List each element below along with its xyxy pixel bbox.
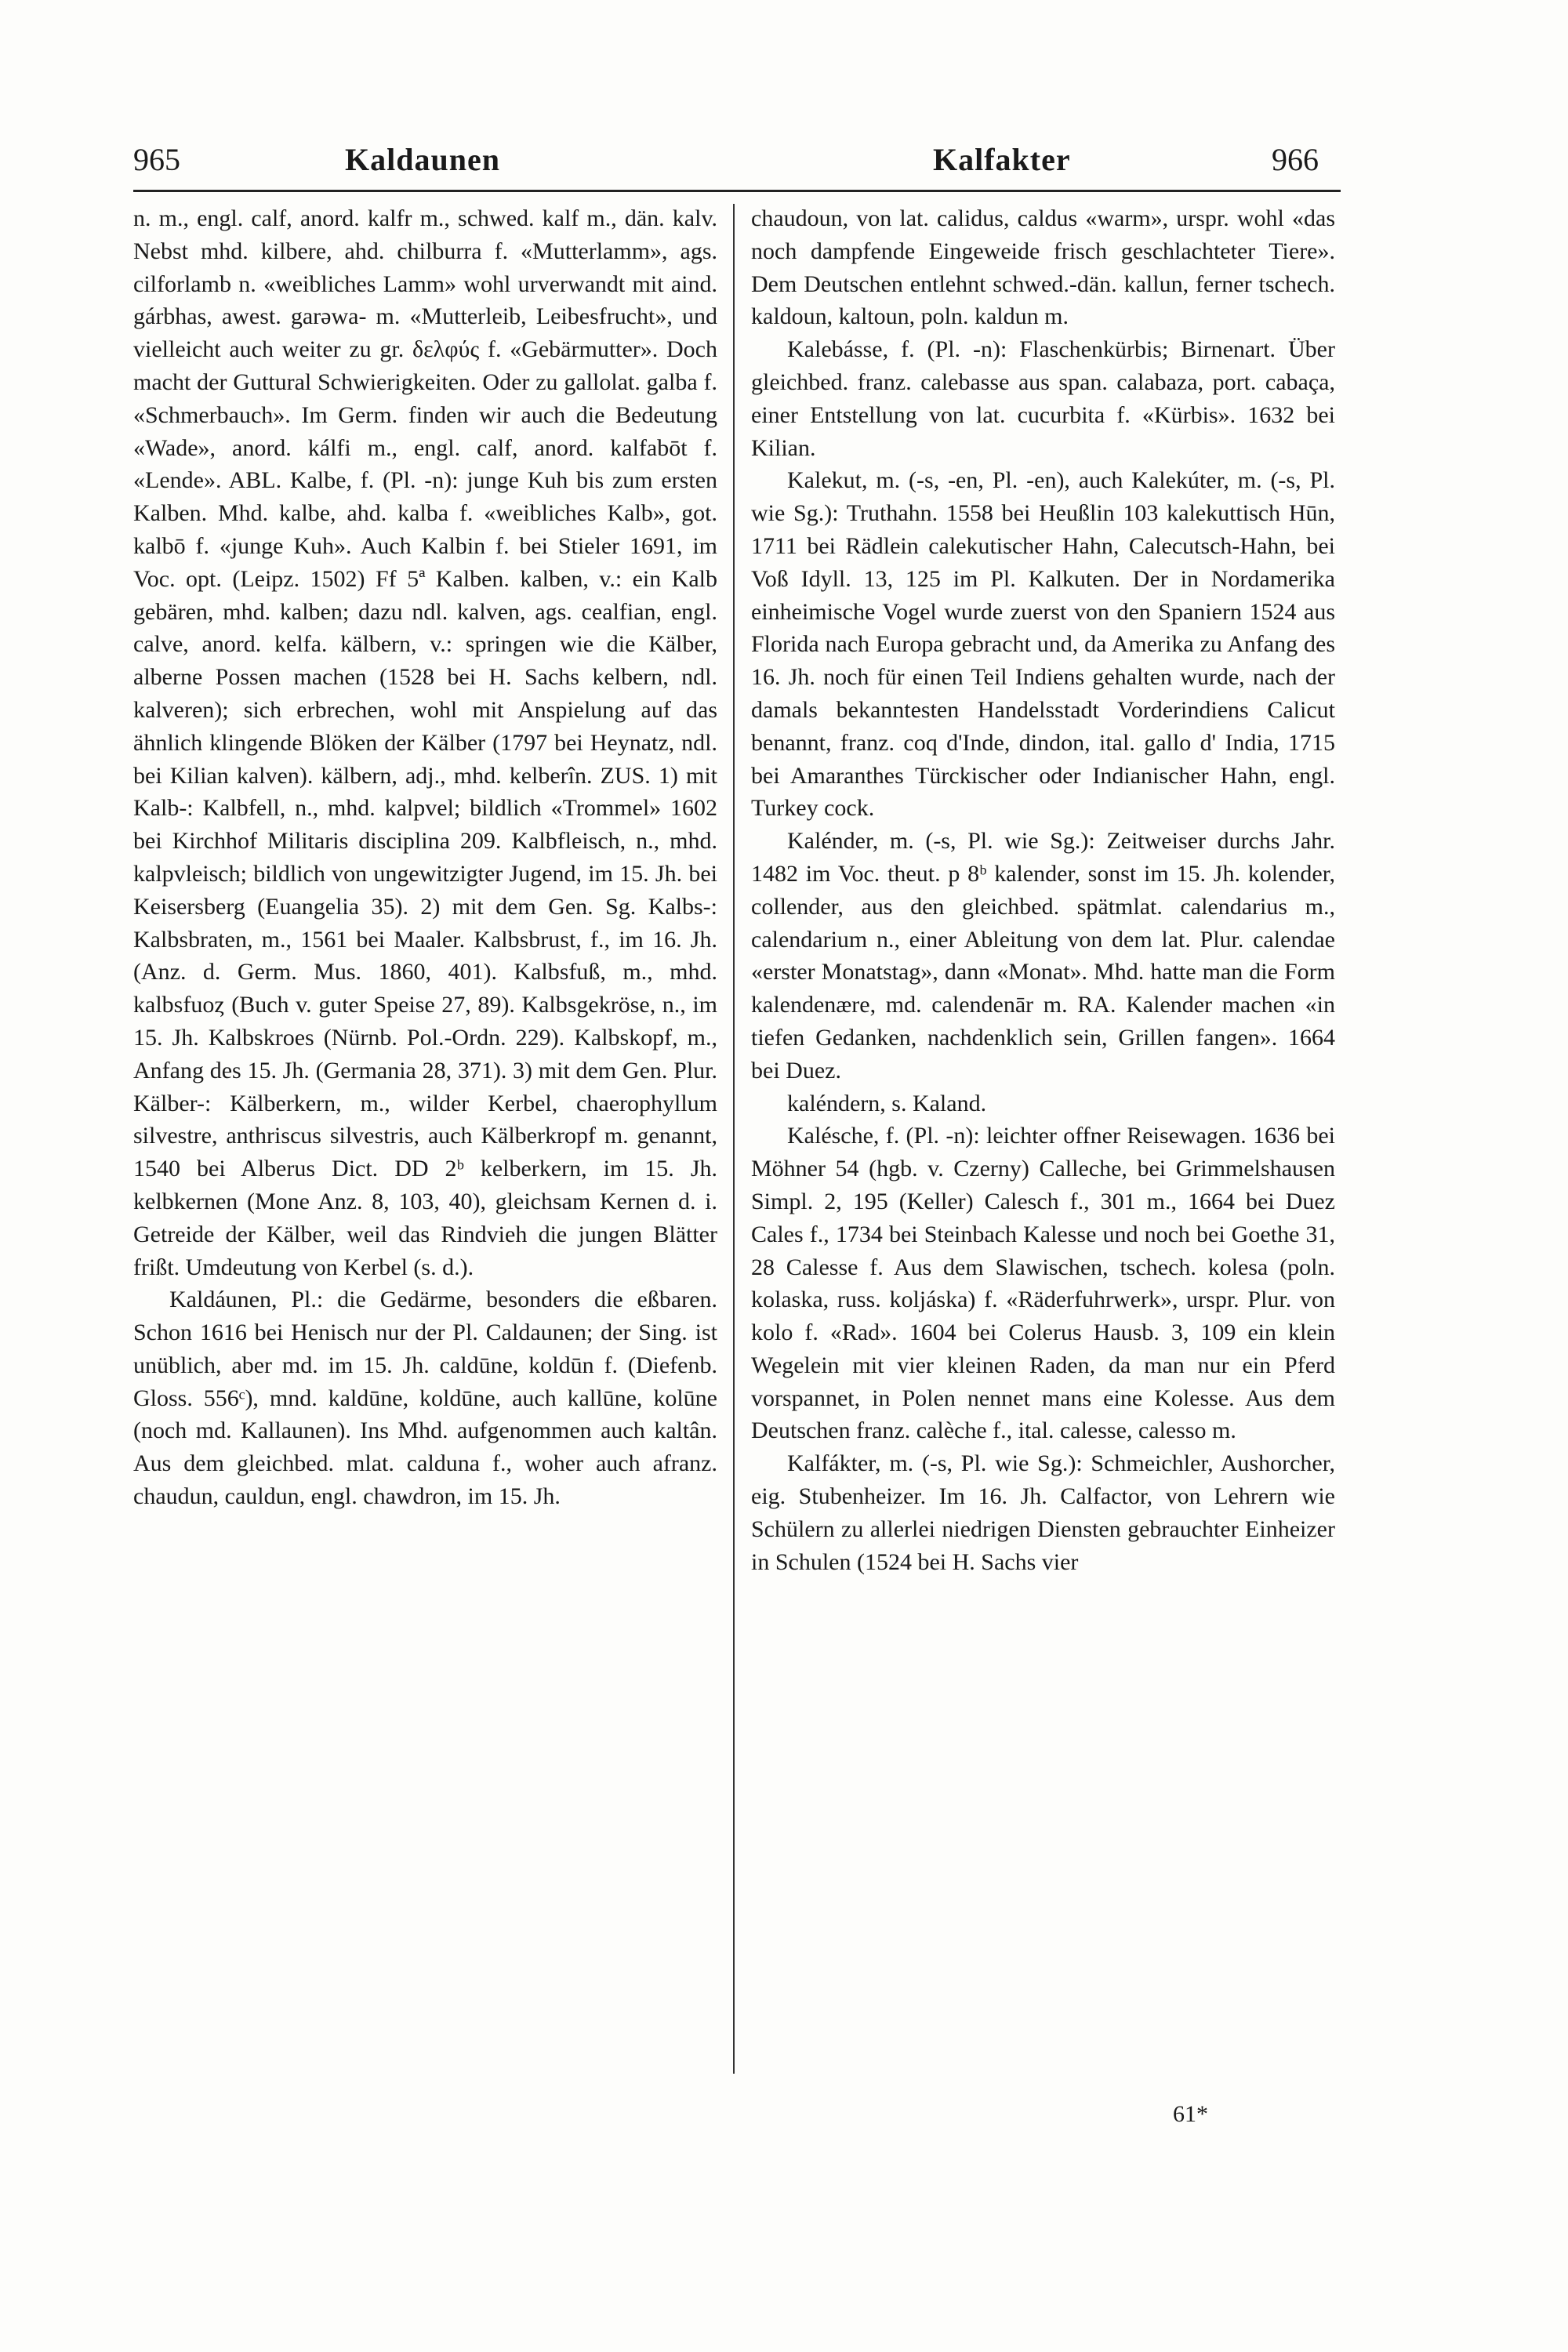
entry-kalesche: Kalésche, f. (Pl. -n): leichter offner Reisewagen. 1636 bei Möhner 54 (hgb. v. Czerny) Calleche, bei Grimmelshausen Simpl. 2, 195 (Keller) Calesch f., 301 m., 1664 bei Duez Cales f., 1734 bei Steinbach Kalesse und noch bei Goethe 31, 28 Calesse f. Aus dem Slawischen, tschech. kolesa (poln. kolaska, russ. koljáska) f. «Räderfuhrwerk», urspr. Plur. von kolo f. «Rad». 1604 bei Colerus Hausb. 3, 109 ein klein Wegelein mit vier kleinen Raden, da man nur ein Pferd vorspannet, in Polen nennet mans eine Kolesse. Aus dem Deutschen franz. calèche f., ital. calesse, calesso m. xyxy=(751,1123,1335,1444)
running-head-right: Kalfakter xyxy=(933,142,1071,177)
column-left xyxy=(133,202,717,2084)
column-divider xyxy=(733,204,735,2074)
column-right xyxy=(751,202,1335,2084)
entry-paragraph: n. m., engl. calf, anord. kalfr m., schwed. kalf m., dän. kalv. Nebst mhd. kilbere, ahd. chilburra f. «Mutterlamm», ags. cilforlamb n. «weibliches Lamm» wohl urverwandt mit aind. gárbhas, awest. garəwa- m. «Mutterleib, Leibesfrucht», und vielleicht auch weiter zu gr. δελφύς f. «Gebärmutter». Doch macht der Guttural Schwierigkeiten. Oder zu gallolat. galba f. «Schmerbauch». Im Germ. finden wir auch die Bedeutung «Wade», anord. kálfi m., engl. calf, anord. kalfabōt f. «Lende». ABL. Kalbe, f. (Pl. -n): junge Kuh bis zum ersten Kalben. Mhd. kalbe, ahd. kalba f. «weibliches Kalb», got. kalbō f. «junge Kuh». Auch Kalbin f. bei Stieler 1691, im Voc. opt. (Leipz. 1502) Ff 5ª Kalben. kalben, v.: ein Kalb gebären, mhd. kalben; dazu ndl. kalven, ags. cealfian, engl. calve, anord. kelfa. kälbern, v.: springen wie die Kälber, alberne Possen machen (1528 bei H. Sachs kelbern, ndl. kalveren); sich erbrechen, wohl mit Anspielung auf das ähnlich klingende Blöken der Kälber (1797 bei Heynatz, ndl. bei Kilian kalven). kälbern, adj., mhd. kelberîn. ZUS. 1) mit Kalb-: Kalbfell, n., mhd. kalpvel; bildlich «Trommel» 1602 bei Kirchhof Militaris disciplina 209. Kalbfleisch, n., mhd. kalpvleisch; bildlich von ungewitzigter Jugend, im 15. Jh. bei Keisersberg (Euangelia 35). 2) mit dem Gen. Sg. Kalbs-: Kalbsbraten, m., 1561 bei Maaler. Kalbsbrust, f., im 16. Jh. (Anz. d. Germ. Mus. 1860, 401). Kalbsfuß, m., mhd. kalbsfuoȥ (Buch v. guter Speise 27, 89). Kalbsgekröse, n., im 15. Jh. Kalbskroes (Nürnb. Pol.-Ordn. 229). Kalbskopf, m., Anfang des 15. Jh. (Germania 28, 371). 3) mit dem Gen. Plur. Kälber-: Kälberkern, m., wilder Kerbel, chaerophyllum silvestre, anthriscus silvestris, auch Kälberkropf m. genannt, 1540 bei Alberus Dict. DD 2ᵇ kelberkern, im 15. Jh. kelbkernen (Mone Anz. 8, 103, 40), gleichsam Kernen d. i. Getreide der Kälber, weil das Rindvieh die jungen Blätter frißt. Umdeutung von Kerbel (s. d.). xyxy=(133,205,717,1280)
entry-kalekut: Kalekut, m. (-s, -en, Pl. -en), auch Kalekúter, m. (-s, Pl. wie Sg.): Truthahn. 1558 bei Heußlin 103 kalekuttisch Hūn, 1711 bei Rädlein calekutischer Hahn, Calecutsch-Hahn, bei Voß Idyll. 13, 125 im Pl. Kalkuten. Der in Nordamerika einheimische Vogel wurde zuerst von den Spaniern 1524 aus Florida nach Europa gebracht und, da Amerika zu Anfang des 16. Jh. noch für einen Teil Indiens gehalten wurde, nach der damals bekanntesten Handelsstadt Vorderindiens Calicut benannt, franz. coq d'Inde, dindon, ital. gallo d' India, 1715 bei Amaranthes Türckischer oder Indianischer Hahn, engl. Turkey cock. xyxy=(751,467,1335,822)
entry-kalendern: kaléndern, s. Kaland. xyxy=(787,1090,987,1116)
header-rule xyxy=(133,190,1341,192)
page-number-left: 965 xyxy=(133,142,180,177)
signature-mark: 61* xyxy=(1173,2101,1208,2127)
entry-kaldaunen: Kaldáunen, Pl.: die Gedärme, besonders die eßbaren. Schon 1616 bei Henisch nur der Pl. Caldaunen; der Sing. ist unüblich, aber md. im 15. Jh. caldūne, koldūn f. (Diefenb. Gloss. 556ᶜ), mnd. kaldūne, koldūne, auch kallūne, kolūne (noch md. Kallaunen). Ins Mhd. aufgenommen auch kaltân. Aus dem gleichbed. mlat. calduna f., woher auch afranz. chaudun, cauldun, engl. chawdron, im 15. Jh. xyxy=(133,1287,717,1510)
running-head-left: Kaldaunen xyxy=(345,142,500,177)
entry-paragraph: chaudoun, von lat. calidus, caldus «warm», urspr. wohl «das noch dampfende Eingeweide frisch geschlachteter Tiere». Dem Deutschen entlehnt schwed.-dän. kallun, ferner tschech. kaldoun, kaltoun, poln. kaldun m. xyxy=(751,205,1335,330)
page-number-right: 966 xyxy=(1272,142,1319,177)
entry-kalender: Kalénder, m. (-s, Pl. wie Sg.): Zeitweiser durchs Jahr. 1482 im Voc. theut. p 8ᵇ kalender, sonst im 15. Jh. kolender, collender, aus den gleichbed. spätmlat. calendarius m., calendarium n., einer Ableitung von dem lat. Plur. calendae «erster Monatstag», dann «Monat». Mhd. hatte man die Form kalendenære, md. calendenār m. RA. Kalender machen «in tiefen Gedanken, nachdenklich sein, Grillen fangen». 1664 bei Duez. xyxy=(751,828,1335,1083)
entry-kalebasse: Kalebásse, f. (Pl. -n): Flaschenkürbis; Birnenart. Über gleichbed. franz. calebasse aus span. calabaza, port. cabaça, einer Entstellung von lat. cucurbita f. «Kürbis». 1632 bei Kilian. xyxy=(751,336,1335,461)
entry-kalfakter: Kalfákter, m. (-s, Pl. wie Sg.): Schmeichler, Aushorcher, eig. Stubenheizer. Im 16. Jh. Calfactor, von Lehrern wie Schülern zu allerlei niedrigen Diensten gebrauchter Einheizer in Schulen (1524 bei H. Sachs vier xyxy=(751,1450,1335,1575)
